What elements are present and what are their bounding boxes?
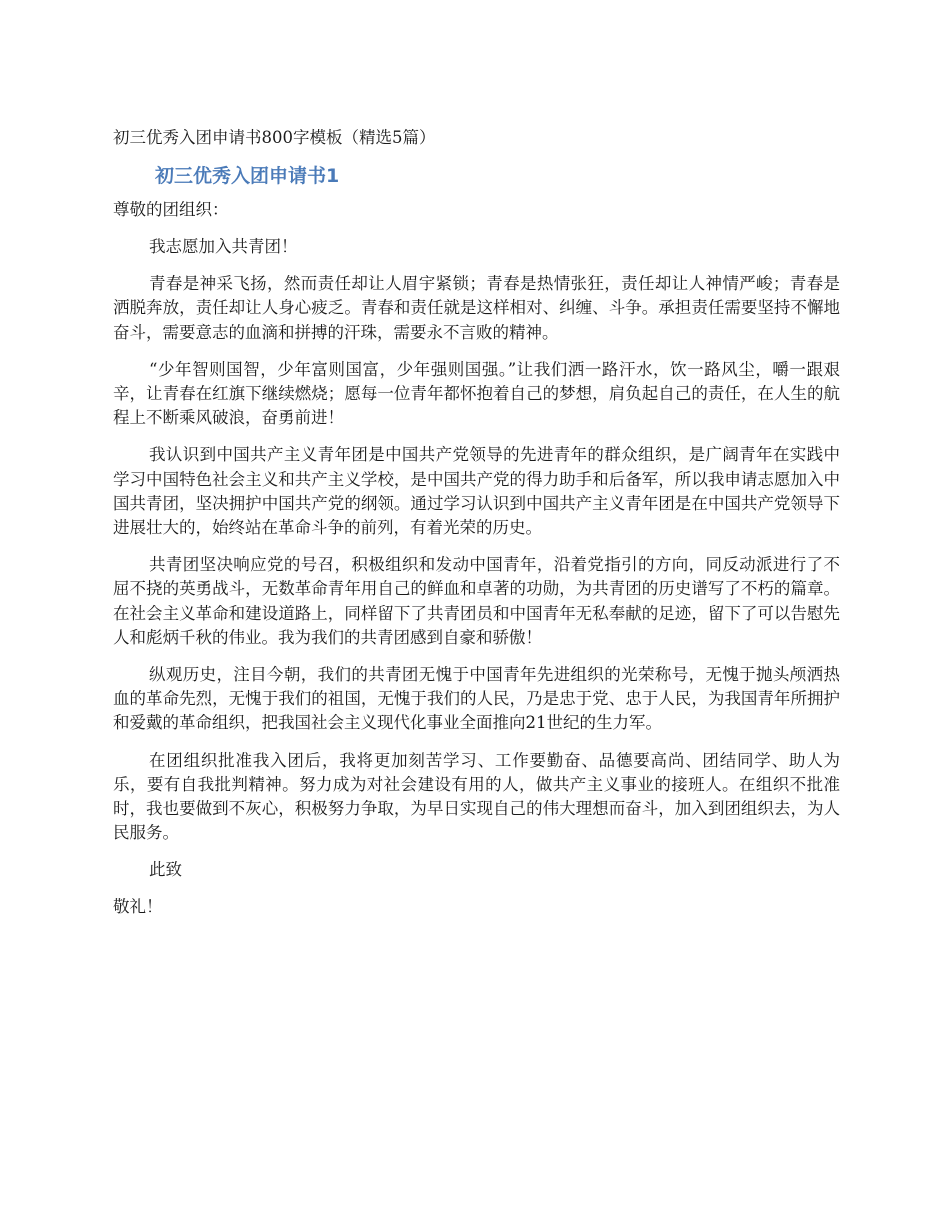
body-paragraph: 我认识到中国共产主义青年团是中国共产党领导的先进青年的群众组织，是广阔青年在实践中学习中国特色社会主义和共产主义学校，是中国共产党的得力助手和后备军，所以我申请志愿加入中国共青团，坚决拥护中国共产党的纲领。通过学习认识到中国共产主义青年团是在中国共产党领导下进展壮大的，始终站在革命斗争的前列，有着光荣的历史。	[113, 445, 840, 538]
body-paragraph: 在团组织批准我入团后，我将更加刻苦学习、工作要勤奋、品德要高尚、团结同学、助人为乐，要有自我批判精神。努力成为对社会建设有用的人，做共产主义事业的接班人。在组织不批准时，我也要做到不灰心，积极努力争取，为早日实现自己的伟大理想而奋斗，加入到团组织去，为人民服务。	[113, 750, 840, 843]
body-paragraph: 纵观历史，注目今朝，我们的共青团无愧于中国青年先进组织的光荣称号，无愧于抛头颅洒热血的革命先烈，无愧于我们的祖国，无愧于我们的人民，乃是忠于党、忠于人民，为我国青年所拥护和爱戴的革命组织，把我国社会主义现代化事业全面推向21世纪的生力军。	[113, 665, 840, 733]
body-paragraph: 青春是神采飞扬，然而责任却让人眉宇紧锁；青春是热情张狂，责任却让人神情严峻；青春是洒脱奔放，责任却让人身心疲乏。青春和责任就是这样相对、纠缠、斗争。承担责任需要坚持不懈地奋斗，需要意志的血滴和拼搏的汗珠，需要永不言败的精神。	[113, 274, 840, 342]
document-title: 初三优秀入团申请书800字模板（精选5篇）	[113, 128, 436, 147]
closing-line: 此致	[149, 860, 182, 880]
body-paragraph: “少年智则国智，少年富则国富，少年强则国强。”让我们洒一路汗水，饮一路风尘，嚼一跟艰辛，让青春在红旗下继续燃烧；愿每一位青年都怀抱着自己的梦想，肩负起自己的责任，在人生的航程上不断乘风破浪，奋勇前进！	[113, 359, 840, 428]
closing-salute: 敬礼！	[113, 897, 163, 917]
salutation: 尊敬的团组织：	[113, 200, 229, 219]
body-paragraph: 共青团坚决响应党的号召，积极组织和发动中国青年，沿着党指引的方向，同反动派进行了不屈不挠的英勇战斗，无数革命青年用自己的鲜血和卓著的功勋，为共青团的历史谱写了不朽的篇章。在社会主义革命和建设道路上，同样留下了共青团员和中国青年无私奉献的足迹，留下了可以告慰先人和彪炳千秋的伟业。我为我们的共青团感到自豪和骄傲！	[113, 555, 840, 647]
section-heading: 初三优秀入团申请书1	[155, 165, 340, 187]
body-paragraph: 我志愿加入共青团！	[149, 237, 298, 256]
document-page	[113, 126, 840, 919]
